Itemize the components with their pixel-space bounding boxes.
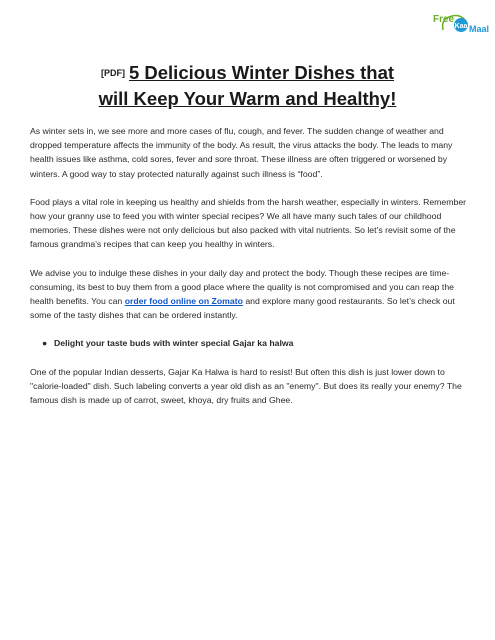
zomato-link[interactable]: order food online on Zomato: [124, 296, 243, 307]
logo-text-kaa: Kaa: [454, 23, 468, 30]
title-line-2: [40, 86, 455, 112]
paragraph-gajar-halwa: One of the popular Indian desserts, Gajar Ka Halwa is hard to resist! But often this dish is just lower down to "calorie-loaded" dish. Such labeling converts a year old dish as an "enemy". But does its really your enemy? The famous dish is made up of carrot, sweet, khoya, dry fruits and Ghee.: [30, 366, 462, 406]
title-text-1: 5 Delicious Winter Dishes that: [128, 62, 395, 83]
document-title: [40, 60, 455, 112]
logo-text-maal: Maal: [469, 24, 489, 34]
paragraph-advice-before: We advise you to indulge these dishes in your daily day and protect the body. Though these recipes are time-consuming, its best to buy them from a good place where the quality is not compromised and you can reap the health benefits. You can: [30, 267, 454, 307]
title-text-2: will Keep Your Warm and Healthy!: [98, 88, 397, 109]
bullet-text: Delight your taste buds with winter special Gajar ka halwa: [54, 338, 294, 349]
article-body: [30, 124, 467, 421]
paragraph-food: Food plays a vital role in keeping us healthy and shields from the harsh weather, especially in winters. Remember how your granny use to feed you with winter special recipes? We all have many such tales of our childhood memories. These dishes were not only delicious but also packed with vital nutrients. So let’s revisit some of the famous grandma's recipes that can keep you healthy in winters.: [30, 196, 467, 250]
free-kaa-maal-logo: [431, 8, 489, 38]
bullet-icon: ●: [42, 338, 48, 349]
paragraph-advice: [30, 266, 467, 323]
title-line-1: [40, 60, 455, 86]
pdf-tag: [PDF]: [100, 68, 125, 78]
paragraph-intro: As winter sets in, we see more and more cases of flu, cough, and fever. The sudden change of weather and dropped temperature affects the immunity of the body. As result, the virus attacks the body. The leads to many health issues like asthma, cold sores, fever and sore throat. These illness are often triggered or worsened by winters. A good way to stay protected naturally against such illness is “food”.: [30, 126, 453, 179]
logo-text-free: Free: [433, 14, 455, 25]
paragraph-advice-after: and explore many good restaurants. So let’s check out some of the tasty dishes that can be ordered instantly.: [30, 296, 455, 321]
bullet-item-gajar-halwa: [30, 336, 467, 350]
